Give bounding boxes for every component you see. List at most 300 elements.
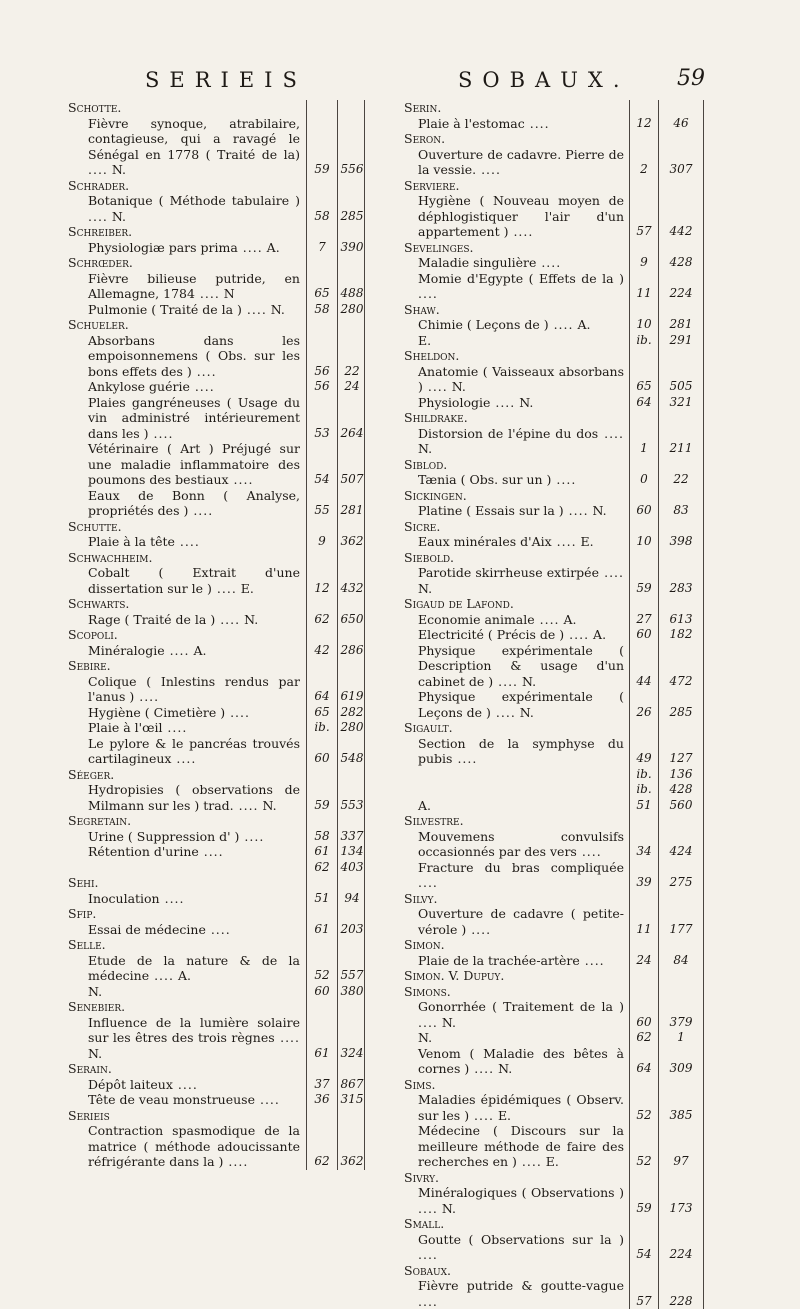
index-entry	[400, 317, 703, 333]
page-reference: 398	[660, 534, 702, 550]
page-reference: 281	[660, 317, 702, 333]
dot-leader: ....	[223, 1154, 248, 1169]
dot-leader: ....	[192, 364, 217, 379]
volume-number: ib.	[631, 333, 657, 349]
index-entry	[400, 1123, 703, 1170]
author-heading: Sicre.	[400, 519, 703, 535]
page-reference: 428	[660, 255, 702, 271]
index-entry	[400, 147, 703, 178]
entry-title: Mouvemens convulsifs occasionnés par des vers	[418, 829, 624, 860]
page-reference: 136	[660, 767, 702, 783]
volume-number: 52	[308, 968, 336, 984]
index-entry	[64, 1077, 364, 1093]
volume-number: 61	[308, 844, 336, 860]
page-reference: 337	[339, 829, 365, 845]
page-reference: 362	[339, 1154, 365, 1170]
dot-leader: ....	[452, 751, 477, 766]
index-entry	[400, 193, 703, 240]
page-reference: 321	[660, 395, 702, 411]
dot-leader: ....	[165, 643, 190, 658]
page-reference: 285	[339, 209, 365, 225]
page-reference: 432	[339, 581, 365, 597]
page-reference: 286	[339, 643, 365, 659]
index-entry	[64, 612, 364, 628]
volume-number: ib.	[308, 720, 336, 736]
author-heading: Silvestre.	[400, 813, 703, 829]
entry-title: Hydropisies ( observations de Milmann sur les ) trad.	[88, 782, 300, 813]
author-heading: Séeger.	[64, 767, 364, 783]
author-heading: Siblod.	[400, 457, 703, 473]
page-reference: 275	[660, 875, 702, 891]
source-code: N.	[88, 984, 102, 999]
dot-leader: ....	[225, 705, 250, 720]
page-reference: 613	[660, 612, 702, 628]
dot-leader: ....	[215, 612, 240, 627]
index-entry	[400, 643, 703, 690]
source-code: N.	[498, 1061, 512, 1076]
volume-number: 64	[308, 689, 336, 705]
entry-title: Plaie à l'estomac	[418, 116, 525, 131]
page-reference: 127	[660, 751, 702, 767]
volume-number: 51	[308, 891, 336, 907]
author-heading: Sfip.	[64, 906, 364, 922]
index-entry	[400, 798, 703, 814]
dot-leader: ....	[418, 286, 438, 301]
volume-number: 60	[308, 751, 336, 767]
index-entry	[400, 736, 703, 767]
volume-number: 34	[631, 844, 657, 860]
page-reference: 309	[660, 1061, 702, 1077]
entry-title: Maladie singulière	[418, 255, 536, 270]
author-heading: Serain.	[64, 1061, 364, 1077]
entry-title: Gonorrhée ( Traitement de la )	[418, 999, 624, 1014]
index-entry	[400, 1278, 703, 1309]
author-heading: Sivry.	[400, 1170, 703, 1186]
volume-number: 56	[308, 379, 336, 395]
volume-number: 11	[631, 922, 657, 938]
dot-leader: ....	[239, 829, 264, 844]
author-heading: Schueler.	[64, 317, 364, 333]
source-code: A.	[178, 968, 191, 983]
entry-title: Economie animale	[418, 612, 535, 627]
author-heading: Shaw.	[400, 302, 703, 318]
dot-leader: ....	[493, 674, 518, 689]
index-entry	[64, 441, 364, 488]
volume-number: 56	[308, 364, 336, 380]
page-reference: 24	[339, 379, 365, 395]
dot-leader: ....	[195, 286, 220, 301]
source-code: N.	[522, 674, 536, 689]
page-reference: 507	[339, 472, 365, 488]
author-heading: Simon. V. Dupuy.	[400, 968, 703, 984]
index-entry	[64, 922, 364, 938]
source-code: N.	[418, 581, 432, 596]
index-entry	[64, 844, 364, 860]
dot-leader: ....	[418, 1015, 438, 1030]
index-entry	[400, 906, 703, 937]
source-code: N.	[442, 1201, 456, 1216]
dot-leader: ....	[551, 472, 576, 487]
volume-number: 10	[631, 534, 657, 550]
source-code: N.	[263, 798, 277, 813]
dot-leader: ....	[491, 705, 516, 720]
author-heading: Shildrake.	[400, 410, 703, 426]
dot-leader: ....	[190, 379, 215, 394]
author-heading: Seron.	[400, 131, 703, 147]
source-code: N.	[520, 705, 534, 720]
page-reference: 224	[660, 1247, 702, 1263]
volume-number: 37	[308, 1077, 336, 1093]
running-head-left: SERIEIS	[145, 68, 307, 92]
entry-title: Anatomie ( Vaisseaux absorbans )	[418, 364, 624, 395]
index-entry	[64, 302, 364, 318]
index-entry	[64, 488, 364, 519]
page-reference: 307	[660, 162, 702, 178]
author-heading: Segretain.	[64, 813, 364, 829]
entry-title: Eaux minérales d'Aix	[418, 534, 552, 549]
entry-title: Plaie à l'œil	[88, 720, 162, 735]
entry-title: Hygiène ( Cimetière )	[88, 705, 225, 720]
entry-title: Hygiène ( Nouveau moyen de déphlogistiquer l'air d'un appartement )	[418, 193, 624, 239]
entry-title: Physiologie	[418, 395, 490, 410]
page-number: 59	[677, 66, 705, 91]
index-entry	[64, 395, 364, 442]
index-entry	[64, 1092, 364, 1108]
volume-number: 59	[308, 798, 336, 814]
volume-number: 57	[631, 1294, 657, 1309]
dot-leader: ....	[242, 302, 267, 317]
volume-number: 36	[308, 1092, 336, 1108]
author-heading: Sebire.	[64, 658, 364, 674]
entry-title: Cobalt ( Extrait d'une dissertation sur le )	[88, 565, 300, 596]
index-entry	[64, 860, 364, 876]
index-entry	[400, 627, 703, 643]
source-code: N.	[418, 1030, 432, 1045]
index-entry	[400, 333, 703, 349]
source-code: N.	[112, 162, 126, 177]
entry-title: Inoculation	[88, 891, 160, 906]
source-code: E.	[418, 333, 431, 348]
source-code: N.	[452, 379, 466, 394]
page-reference: 264	[339, 426, 365, 442]
entry-title: Goutte ( Observations sur la )	[418, 1232, 624, 1247]
source-code: E.	[546, 1154, 559, 1169]
dot-leader: ....	[517, 1154, 542, 1169]
entry-title: Electricité ( Précis de )	[418, 627, 564, 642]
volume-number: 59	[308, 162, 336, 178]
index-entry	[64, 565, 364, 596]
source-code: A.	[193, 643, 206, 658]
volume-number: 65	[631, 379, 657, 395]
volume-number: 59	[631, 581, 657, 597]
volume-number: 10	[631, 317, 657, 333]
index-entry	[64, 643, 364, 659]
index-entry	[64, 720, 364, 736]
index-entry	[400, 364, 703, 395]
volume-number: 62	[308, 1154, 336, 1170]
dot-leader: ....	[88, 209, 108, 224]
volume-number: 11	[631, 286, 657, 302]
entry-title: Fracture du bras compliquée	[418, 860, 624, 875]
dot-leader: ....	[149, 426, 174, 441]
author-heading: Simons.	[400, 984, 703, 1000]
dot-leader: ....	[564, 627, 589, 642]
page-reference: 280	[339, 302, 365, 318]
page-reference: 424	[660, 844, 702, 860]
entry-title: Contraction spasmodique de la matrice ( méthode adoucissante réfrigérante dans la )	[88, 1123, 300, 1169]
dot-leader: ....	[171, 751, 196, 766]
volume-number: 57	[631, 224, 657, 240]
page-reference: 211	[660, 441, 702, 457]
dot-leader: ....	[173, 1077, 198, 1092]
source-code: N.	[442, 1015, 456, 1030]
volume-number: 27	[631, 612, 657, 628]
entry-title: Ankylose guérie	[88, 379, 190, 394]
page-reference: 557	[339, 968, 365, 984]
page-reference: 94	[339, 891, 365, 907]
dot-leader: ....	[599, 565, 624, 580]
author-heading: Schreiber.	[64, 224, 364, 240]
volume-number: 62	[308, 612, 336, 628]
volume-number: 7	[308, 240, 336, 256]
dot-leader: ....	[212, 581, 237, 596]
page-reference: 285	[660, 705, 702, 721]
author-heading: Sims.	[400, 1077, 703, 1093]
page-reference: 380	[339, 984, 365, 1000]
entry-title: Plaie à la tête	[88, 534, 175, 549]
index-entry	[64, 379, 364, 395]
index-entry	[64, 736, 364, 767]
entry-title: Ouverture de cadavre ( petite-vérole )	[418, 906, 624, 937]
source-code: E.	[241, 581, 254, 596]
volume-number: 52	[631, 1108, 657, 1124]
entry-title: Physique expérimentale ( Description & usage d'un cabinet de )	[418, 643, 624, 689]
volume-number: 9	[631, 255, 657, 271]
author-heading: Sigault.	[400, 720, 703, 736]
source-code: E.	[498, 1108, 511, 1123]
running-head-right: SOBAUX.	[458, 68, 630, 92]
index-entry	[400, 1232, 703, 1263]
author-heading: Schwachheim.	[64, 550, 364, 566]
index-entry	[400, 767, 703, 783]
entry-title: Momie d'Egypte ( Effets de la )	[418, 271, 624, 286]
dot-leader: ....	[162, 720, 187, 735]
index-entry	[400, 472, 703, 488]
dot-leader: ....	[490, 395, 515, 410]
entry-title: Fièvre putride & goutte-vague	[418, 1278, 624, 1293]
entry-title: Tête de veau monstrueuse	[88, 1092, 255, 1107]
volume-number: 53	[308, 426, 336, 442]
entry-title: Eaux de Bonn ( Analyse, propriétés des )	[88, 488, 300, 519]
author-heading: Sigaud de Lafond.	[400, 596, 703, 612]
volume-number: 9	[308, 534, 336, 550]
volume-number: 42	[308, 643, 336, 659]
dot-leader: ....	[160, 891, 185, 906]
author-heading: Scopoli.	[64, 627, 364, 643]
page-reference: 556	[339, 162, 365, 178]
volume-number: 65	[308, 705, 336, 721]
volume-number: 55	[308, 503, 336, 519]
index-entry	[64, 984, 364, 1000]
entry-title: Parotide skirrheuse extirpée	[418, 565, 599, 580]
volume-number: 39	[631, 875, 657, 891]
entry-title: Vétérinaire ( Art ) Préjugé sur une maladie inflammatoire des poumons des bestiaux	[88, 441, 300, 487]
dot-leader: ....	[175, 534, 200, 549]
dot-leader: ....	[206, 922, 231, 937]
entry-title: Platine ( Essais sur la )	[418, 503, 564, 518]
volume-number: 64	[631, 1061, 657, 1077]
index-entry	[400, 503, 703, 519]
page-reference: 182	[660, 627, 702, 643]
source-code: N.	[88, 1046, 102, 1061]
volume-number: ib.	[631, 782, 657, 798]
index-entry	[400, 782, 703, 798]
page-reference: 505	[660, 379, 702, 395]
index-entry	[64, 1123, 364, 1170]
index-entry	[400, 1046, 703, 1077]
index-entry	[64, 953, 364, 984]
entry-title: Influence de la lumière solaire sur les êtres des trois règnes	[88, 1015, 300, 1046]
page-reference: 173	[660, 1201, 702, 1217]
volume-number: 65	[308, 286, 336, 302]
index-entry	[64, 271, 364, 302]
volume-number: 62	[308, 860, 336, 876]
right-column	[400, 100, 704, 1309]
dot-leader: ....	[134, 689, 159, 704]
index-entry	[64, 1015, 364, 1062]
dot-leader: ....	[508, 224, 533, 239]
entry-title: Chimie ( Leçons de )	[418, 317, 549, 332]
source-code: N.	[418, 441, 432, 456]
index-entry	[400, 689, 703, 720]
volume-number: 60	[631, 627, 657, 643]
dot-leader: ....	[229, 472, 254, 487]
page-reference: 84	[660, 953, 702, 969]
page-reference: 650	[339, 612, 365, 628]
page-reference: 22	[660, 472, 702, 488]
dot-leader: ....	[466, 922, 491, 937]
source-code: A.	[267, 240, 280, 255]
index-entry	[400, 116, 703, 132]
author-heading: Schotte.	[64, 100, 364, 116]
volume-number: 2	[631, 162, 657, 178]
index-entry	[400, 1030, 703, 1046]
page-reference: 548	[339, 751, 365, 767]
entry-title: Distorsion de l'épine du dos	[418, 426, 598, 441]
dot-leader: ....	[423, 379, 448, 394]
source-code: N.	[593, 503, 607, 518]
author-heading: Serin.	[400, 100, 703, 116]
index-entry	[400, 255, 703, 271]
index-entry	[64, 891, 364, 907]
entry-title: Fièvre bilieuse putride, en Allemagne, 1784	[88, 271, 300, 302]
dot-leader: ....	[577, 844, 602, 859]
source-code: A.	[593, 627, 606, 642]
page-reference: 362	[339, 534, 365, 550]
dot-leader: ....	[535, 612, 560, 627]
author-heading: Schrœder.	[64, 255, 364, 271]
volume-number: 58	[308, 829, 336, 845]
page-reference: 224	[660, 286, 702, 302]
index-entry	[400, 271, 703, 302]
page-reference: 488	[339, 286, 365, 302]
volume-number: ib.	[631, 767, 657, 783]
volume-number: 51	[631, 798, 657, 814]
entry-title: Plaie de la trachée-artère	[418, 953, 580, 968]
author-heading: Senebier.	[64, 999, 364, 1015]
entry-title: Physiologiæ pars prima	[88, 240, 238, 255]
source-code: A.	[577, 317, 590, 332]
page-reference: 428	[660, 782, 702, 798]
index-entry	[400, 612, 703, 628]
author-heading: Schrader.	[64, 178, 364, 194]
dot-leader: ....	[255, 1092, 280, 1107]
volume-number: 26	[631, 705, 657, 721]
dot-leader: ....	[418, 1294, 438, 1309]
entry-title: Pulmonie ( Traité de la )	[88, 302, 242, 317]
entry-title: Section de la symphyse du pubis	[418, 736, 624, 767]
author-heading: Sobaux.	[400, 1263, 703, 1279]
volume-number: 62	[631, 1030, 657, 1046]
dot-leader: ....	[580, 953, 605, 968]
volume-number: 54	[631, 1247, 657, 1263]
page-reference: 553	[339, 798, 365, 814]
entry-title: Maladies épidémiques ( Observ. sur les )	[418, 1092, 624, 1123]
index-entry	[64, 193, 364, 224]
page-reference: 46	[660, 116, 702, 132]
index-entry	[64, 534, 364, 550]
page-reference: 472	[660, 674, 702, 690]
author-heading: Schutte.	[64, 519, 364, 535]
page-reference: 282	[339, 705, 365, 721]
author-heading: Schwarts.	[64, 596, 364, 612]
page-reference: 203	[339, 922, 365, 938]
page-reference: 324	[339, 1046, 365, 1062]
entry-title: Fièvre synoque, atrabilaire, contagieuse, qui a ravagé le Sénégal en 1778 ( Traité de la)	[88, 116, 300, 162]
dot-leader: ....	[469, 1108, 494, 1123]
dot-leader: ....	[536, 255, 561, 270]
index-entry	[400, 953, 703, 969]
dot-leader: ....	[525, 116, 550, 131]
index-entry	[64, 333, 364, 380]
dot-leader: ....	[598, 426, 624, 441]
index-entry	[400, 1092, 703, 1123]
index-entry	[64, 240, 364, 256]
volume-number: 59	[631, 1201, 657, 1217]
page-reference: 560	[660, 798, 702, 814]
dot-leader: ....	[234, 798, 259, 813]
author-heading: Serieis	[64, 1108, 364, 1124]
author-heading: Siebold.	[400, 550, 703, 566]
dot-leader: ....	[418, 875, 438, 890]
volume-number: 24	[631, 953, 657, 969]
index-entry	[64, 829, 364, 845]
source-code: A.	[564, 612, 577, 627]
page-reference: 22	[339, 364, 365, 380]
dot-leader: ....	[199, 844, 224, 859]
entry-title: Botanique ( Méthode tabulaire )	[88, 193, 300, 208]
source-code: N.	[244, 612, 258, 627]
volume-number: 60	[308, 984, 336, 1000]
left-column	[64, 100, 365, 1170]
index-entry	[400, 565, 703, 596]
index-entry	[400, 860, 703, 891]
index-entry	[64, 116, 364, 178]
index-entry	[400, 1185, 703, 1216]
page-reference: 385	[660, 1108, 702, 1124]
author-heading: Sevelinges.	[400, 240, 703, 256]
entry-title: Plaies gangréneuses ( Usage du vin administré intérieurement dans les )	[88, 395, 300, 441]
